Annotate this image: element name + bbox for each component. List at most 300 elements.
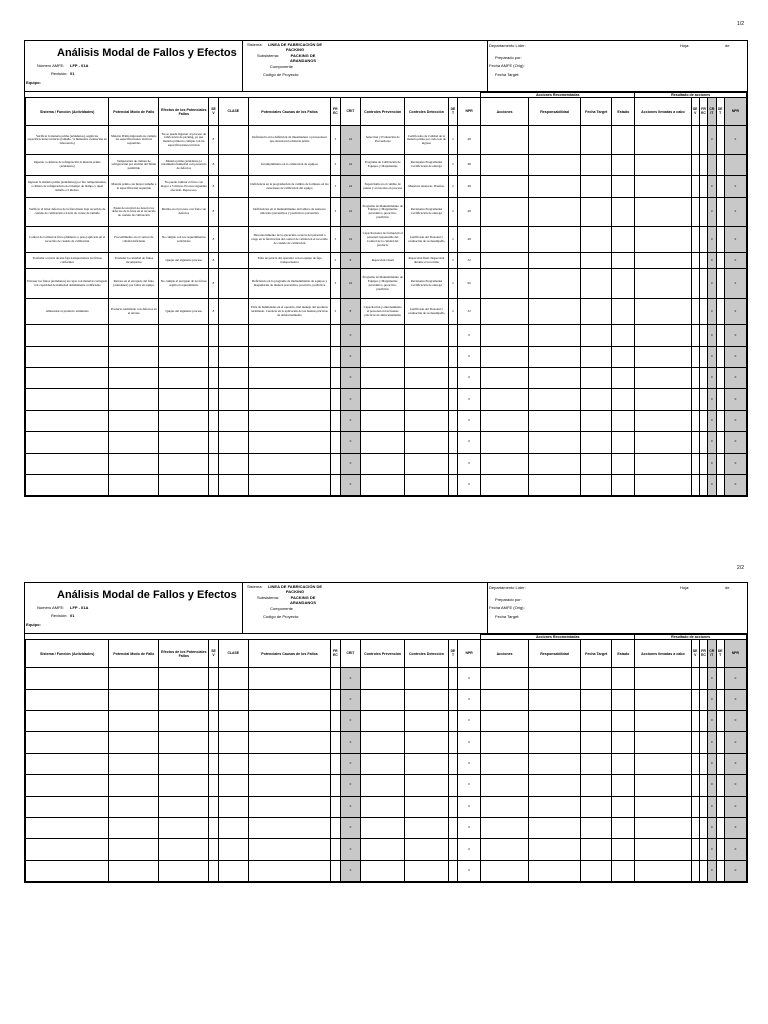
cell-empty — [481, 817, 529, 838]
cell-empty: 0 — [458, 453, 481, 474]
cell-empty — [109, 453, 159, 474]
cell-crit: 24 — [340, 269, 361, 299]
cell-empty — [248, 710, 330, 731]
cell-empty: 0 — [340, 796, 361, 817]
cell-empty — [612, 126, 635, 155]
cell-empty — [218, 227, 248, 253]
table-row-empty — [26, 410, 747, 431]
cell-empty — [635, 453, 691, 474]
cell-empty — [481, 410, 529, 431]
cell-empty — [529, 253, 581, 269]
hoja-label: Hoja: — [680, 43, 690, 48]
cell-empty — [635, 839, 691, 860]
equipo-label: Equipo: — [26, 622, 41, 627]
cell-empty — [612, 732, 635, 753]
cell-empty: 0 — [724, 325, 746, 346]
cell-empty — [691, 155, 699, 176]
cell-empty — [26, 367, 109, 388]
cell-empty — [26, 796, 109, 817]
cell-empty — [26, 453, 109, 474]
cell-empty — [716, 453, 724, 474]
cell-empty — [218, 817, 248, 838]
col-efectos: Efectos de los Potenciales Fallos — [159, 98, 209, 126]
col-clase: CLASE — [218, 640, 248, 668]
cell-empty — [612, 155, 635, 176]
cell-causas: Deficiencia en la programación de cambio de formatos en las estaciones de calibración del equipo — [248, 176, 330, 198]
cell-empty: 0 — [708, 860, 716, 881]
cell-empty — [331, 839, 340, 860]
cell-empty — [581, 367, 612, 388]
col-clase: CLASE — [218, 98, 248, 126]
cell-empty — [248, 325, 330, 346]
cell-empty — [581, 346, 612, 367]
cell-empty — [529, 689, 581, 710]
cell-empty: 0 — [724, 389, 746, 410]
numero-amfe-value: LFP - 01A — [70, 63, 89, 68]
cell-empty — [635, 227, 691, 253]
cell-empty — [331, 689, 340, 710]
col-det: DET — [448, 98, 457, 126]
cell-npr: 96 — [458, 269, 481, 299]
cell-empty — [159, 432, 209, 453]
cell-empty — [529, 710, 581, 731]
cell-empty — [699, 410, 707, 431]
revision-label: Revisión: — [51, 71, 68, 76]
cell-empty — [218, 732, 248, 753]
cell-empty — [691, 269, 699, 299]
cell-prev: Capacitación y entrenamiento al personal en las buenas prácticas de almacenamiento — [361, 299, 405, 325]
cell-empty: 0 — [708, 346, 716, 367]
cell-empty — [635, 155, 691, 176]
cell-empty — [361, 432, 405, 453]
cell-empty — [481, 689, 529, 710]
departamento-label: Departamento Líder: — [489, 585, 526, 590]
cell-det: 2 — [448, 227, 457, 253]
cell-empty — [361, 410, 405, 431]
cell-empty — [716, 710, 724, 731]
cell-empty — [691, 389, 699, 410]
cell-empty — [691, 410, 699, 431]
cell-empty — [109, 753, 159, 774]
cell-r-crit: 0 — [708, 299, 716, 325]
cell-empty — [529, 796, 581, 817]
cell-empty — [218, 668, 248, 689]
cell-causas: Falta de pericia del operador con el equipo de faja transportadora — [248, 253, 330, 269]
cell-empty — [448, 839, 457, 860]
cell-empty — [218, 410, 248, 431]
cell-empty — [218, 389, 248, 410]
cell-empty — [248, 453, 330, 474]
cell-empty — [612, 753, 635, 774]
cell-empty — [159, 453, 209, 474]
cell-empty — [481, 269, 529, 299]
cell-empty — [159, 710, 209, 731]
cell-empty: 0 — [708, 710, 716, 731]
cell-empty — [716, 753, 724, 774]
col-responsabilidad: Responsabilidad — [529, 98, 581, 126]
cell-empty: 0 — [458, 732, 481, 753]
subsistema-value: PACKING DE ARANDANOS — [290, 595, 316, 605]
col-r-sev: SEV — [691, 98, 699, 126]
sheet-header — [25, 583, 747, 634]
cell-empty — [581, 474, 612, 495]
cell-empty — [635, 775, 691, 796]
cell-empty — [481, 346, 529, 367]
cell-empty — [109, 432, 159, 453]
cell-empty: 0 — [340, 839, 361, 860]
table-row-empty — [26, 668, 747, 689]
fecha-target-label: Fecha Target: — [495, 614, 520, 619]
subsistema-label: Subsistema: — [257, 595, 280, 600]
cell-empty — [26, 860, 109, 881]
cell-empty — [635, 299, 691, 325]
cell-empty — [529, 839, 581, 860]
cell-empty — [248, 474, 330, 495]
table-row-empty — [26, 432, 747, 453]
cell-r-crit: 0 — [708, 198, 716, 227]
cell-funcion: Verificar la materia prima (arándanos), según las especificaciones técnicas (tamaño, % humedad, evaluación en laboratorio) — [26, 126, 109, 155]
cell-empty — [361, 668, 405, 689]
cell-empty — [218, 474, 248, 495]
cell-empty: 0 — [724, 732, 746, 753]
cell-empty — [331, 753, 340, 774]
hoja-label: Hoja: — [680, 585, 690, 590]
cell-empty — [529, 126, 581, 155]
cell-empty — [405, 668, 449, 689]
cell-empty — [109, 732, 159, 753]
table-row — [26, 198, 747, 227]
codigo-label: Codigo de Proyecto: — [263, 72, 300, 77]
cell-empty — [581, 299, 612, 325]
col-frec: FREC — [331, 98, 340, 126]
cell-empty — [481, 253, 529, 269]
col-npr: NPR — [458, 98, 481, 126]
cell-r-crit: 0 — [708, 126, 716, 155]
cell-empty — [691, 432, 699, 453]
cell-empty — [699, 839, 707, 860]
cell-empty — [635, 710, 691, 731]
cell-causas: Desconocimiento de la ejecución correcta del personal a cargo en la fabricación del control de calidad en el recorrido de cuando de calibración — [248, 227, 330, 253]
cell-efectos: Quejas del siguiente proceso — [159, 299, 209, 325]
cell-empty — [529, 346, 581, 367]
cell-empty — [481, 325, 529, 346]
table-row-empty — [26, 325, 747, 346]
cell-empty: 0 — [708, 817, 716, 838]
cell-empty — [448, 860, 457, 881]
fecha-amfe-label: Fecha AMFE (Orig): — [489, 63, 525, 68]
cell-empty — [331, 474, 340, 495]
cell-funcion: Control de Calidad al fruto (diámetro y peso) aplicado en el recorrido de cuando de calibración — [26, 227, 109, 253]
col-acciones: Acciones — [481, 640, 529, 668]
cell-empty — [159, 325, 209, 346]
cell-empty — [635, 253, 691, 269]
componente-label: Componente — [270, 64, 293, 69]
table-row-empty — [26, 732, 747, 753]
cell-r-npr: 0 — [724, 253, 746, 269]
cell-empty — [209, 860, 218, 881]
cell-empty — [331, 817, 340, 838]
cell-empty — [331, 432, 340, 453]
cell-crit: 24 — [340, 176, 361, 198]
cell-empty — [481, 432, 529, 453]
cell-empty — [716, 325, 724, 346]
cell-frec: 3 — [331, 126, 340, 155]
cell-empty — [248, 668, 330, 689]
cell-empty — [331, 668, 340, 689]
cell-empty — [581, 227, 612, 253]
col-acciones-llevadas: Acciones llevadas a cabo — [635, 98, 691, 126]
cell-npr: 32 — [458, 299, 481, 325]
cell-crit: 24 — [340, 126, 361, 155]
cell-crit: 24 — [340, 155, 361, 176]
cell-empty — [529, 176, 581, 198]
cell-empty — [699, 299, 707, 325]
cell-empty: 0 — [458, 410, 481, 431]
cell-crit: 8 — [340, 253, 361, 269]
cell-empty — [699, 346, 707, 367]
cell-empty — [448, 817, 457, 838]
cell-empty — [361, 817, 405, 838]
cell-empty — [209, 839, 218, 860]
cell-efectos: No cumple con los requerimientos solicitados — [159, 227, 209, 253]
cell-empty — [691, 126, 699, 155]
cell-empty — [331, 389, 340, 410]
cell-frec: 2 — [331, 253, 340, 269]
cell-empty: 0 — [724, 775, 746, 796]
cell-empty — [26, 775, 109, 796]
cell-empty — [716, 410, 724, 431]
sheet-title: Análisis Modal de Fallos y Efectos — [57, 589, 237, 601]
cell-modo: Pasan de un nivel no detecta los defectos de la fruta en el recorrido de cuando de calibración — [109, 198, 159, 227]
cell-causas: Deficiencia en la programa de mantenimiento de equipos y maquinarias de manera preventiva, proactiva, predictiva — [248, 269, 330, 299]
cell-empty: 0 — [458, 346, 481, 367]
cell-frec: 3 — [331, 227, 340, 253]
cell-npr: 32 — [458, 253, 481, 269]
cell-empty — [26, 732, 109, 753]
cell-empty — [218, 753, 248, 774]
cell-empty: 0 — [340, 474, 361, 495]
cell-empty — [331, 732, 340, 753]
cell-empty — [716, 796, 724, 817]
cell-empty: 0 — [708, 775, 716, 796]
cell-empty — [612, 860, 635, 881]
cell-empty — [109, 325, 159, 346]
cell-empty — [699, 796, 707, 817]
page-number: 2/2 — [737, 565, 744, 571]
cell-empty — [612, 668, 635, 689]
subsistema-label: Subsistema: — [257, 53, 280, 58]
cell-empty — [448, 710, 457, 731]
cell-efectos: Merma en el proceso con fruta con defectos — [159, 198, 209, 227]
cell-empty — [361, 325, 405, 346]
col-sev: SEV — [209, 640, 218, 668]
cell-r-crit: 0 — [708, 227, 716, 253]
cell-empty — [581, 710, 612, 731]
cell-empty — [26, 474, 109, 495]
table-row-empty — [26, 775, 747, 796]
cell-det: 2 — [448, 269, 457, 299]
cell-empty — [405, 775, 449, 796]
cell-empty: 0 — [724, 453, 746, 474]
cell-empty — [699, 474, 707, 495]
cell-empty — [699, 325, 707, 346]
cell-empty: 0 — [458, 389, 481, 410]
cell-empty — [26, 689, 109, 710]
cell-empty — [581, 325, 612, 346]
cell-empty — [218, 796, 248, 817]
cell-empty — [209, 410, 218, 431]
col-sistema-funcion: Sistema / Función (Actividades) — [26, 640, 109, 668]
cell-empty — [248, 389, 330, 410]
cell-empty — [405, 710, 449, 731]
cell-empty — [448, 367, 457, 388]
cell-r-crit: 0 — [708, 253, 716, 269]
header-divider — [242, 583, 243, 633]
cell-empty: 0 — [340, 432, 361, 453]
cell-empty — [209, 753, 218, 774]
cell-causas: Incumplimiento en la calibración de equipos — [248, 155, 330, 176]
cell-funcion: Almacenar el producto terminado — [26, 299, 109, 325]
cell-empty — [109, 367, 159, 388]
cell-efectos: No puede calibrar el fruto con mayor a 5 micras. Proceso siguiente afectado. Reproceso. — [159, 176, 209, 198]
cell-empty — [529, 817, 581, 838]
cell-empty — [581, 176, 612, 198]
cell-empty — [635, 474, 691, 495]
cell-empty — [481, 668, 529, 689]
cell-empty: 0 — [724, 432, 746, 453]
cell-empty: 0 — [708, 839, 716, 860]
cell-empty — [448, 453, 457, 474]
cell-npr: 48 — [458, 227, 481, 253]
cell-empty — [109, 839, 159, 860]
numero-amfe-label: Número AMFE: — [37, 63, 65, 68]
cell-empty — [635, 346, 691, 367]
cell-empty — [716, 346, 724, 367]
cell-empty — [699, 432, 707, 453]
cell-empty — [26, 325, 109, 346]
cell-empty — [635, 126, 691, 155]
cell-empty — [361, 775, 405, 796]
cell-empty — [405, 432, 449, 453]
cell-empty — [716, 198, 724, 227]
cell-empty — [581, 253, 612, 269]
cell-empty — [448, 796, 457, 817]
cell-empty — [612, 689, 635, 710]
cell-empty — [716, 227, 724, 253]
cell-empty: 0 — [458, 860, 481, 881]
cell-sev: 8 — [209, 299, 218, 325]
table-row-empty — [26, 689, 747, 710]
cell-empty — [109, 410, 159, 431]
cell-empty — [109, 346, 159, 367]
cell-empty — [481, 860, 529, 881]
cell-empty — [331, 860, 340, 881]
cell-det-ctrl: Revisiones Programadas Certificación de entrega — [405, 155, 449, 176]
cell-empty — [612, 710, 635, 731]
cell-empty — [481, 198, 529, 227]
cell-empty: 0 — [458, 474, 481, 495]
cell-det-ctrl: Certificado del Personal y evaluación de su desempeño — [405, 227, 449, 253]
codigo-label: Codigo de Proyecto: — [263, 614, 300, 619]
cell-empty — [635, 269, 691, 299]
cell-r-npr: 0 — [724, 227, 746, 253]
cell-empty — [581, 839, 612, 860]
cell-empty — [699, 710, 707, 731]
cell-empty — [209, 710, 218, 731]
cell-sev: 8 — [209, 126, 218, 155]
cell-empty — [612, 389, 635, 410]
cell-empty: 0 — [724, 367, 746, 388]
cell-empty — [248, 796, 330, 817]
revision-value: 01 — [70, 613, 75, 618]
cell-empty — [635, 668, 691, 689]
cell-empty: 0 — [724, 817, 746, 838]
cell-empty: 0 — [340, 732, 361, 753]
cell-det: 2 — [448, 253, 457, 269]
cell-r-crit: 0 — [708, 269, 716, 299]
cell-empty — [716, 839, 724, 860]
header-divider — [242, 41, 243, 91]
cell-empty — [218, 367, 248, 388]
cell-efectos: No cumple el encajado de los frutos según el requerimiento — [159, 269, 209, 299]
cell-empty — [581, 817, 612, 838]
cell-r-npr: 0 — [724, 126, 746, 155]
cell-empty — [529, 732, 581, 753]
col-r-crit: CRIT — [708, 98, 716, 126]
col-acciones: Acciones — [481, 98, 529, 126]
cell-empty: 0 — [340, 689, 361, 710]
cell-empty — [159, 796, 209, 817]
cell-empty — [361, 753, 405, 774]
cell-empty — [481, 176, 529, 198]
cell-empty — [612, 269, 635, 299]
cell-empty — [405, 367, 449, 388]
cell-empty — [248, 689, 330, 710]
cell-prev: Programa de Calibración de Equipos y Maquinarias — [361, 155, 405, 176]
cell-empty — [691, 689, 699, 710]
cell-empty — [26, 839, 109, 860]
sistema-value: LINEA DE FABRICACIÓN DE PACKING — [267, 584, 323, 594]
cell-empty — [209, 689, 218, 710]
cell-prev: Programa de Mantenimiento de Equipos y Maquinarias preventivo, proactivo, predictivo — [361, 269, 405, 299]
cell-empty — [481, 227, 529, 253]
cell-empty: 0 — [340, 346, 361, 367]
table-row-empty — [26, 389, 747, 410]
acciones-recomendadas-header: Acciones Recomendadas — [481, 93, 635, 98]
cell-empty — [635, 860, 691, 881]
cell-empty — [109, 775, 159, 796]
col-estado: Estado — [612, 640, 635, 668]
col-r-frec: FREC — [699, 98, 707, 126]
cell-empty — [691, 732, 699, 753]
sistema-value: LINEA DE FABRICACIÓN DE PACKING — [267, 42, 323, 52]
cell-modo: Trasladar la cantidad de frutos incompletos — [109, 253, 159, 269]
cell-empty — [635, 367, 691, 388]
cell-frec: 3 — [331, 269, 340, 299]
col-r-npr: NPR — [724, 640, 746, 668]
cell-empty — [109, 389, 159, 410]
cell-empty: 0 — [708, 325, 716, 346]
cell-empty — [699, 227, 707, 253]
cell-empty — [529, 775, 581, 796]
cell-empty — [699, 269, 707, 299]
cell-empty — [581, 198, 612, 227]
de-label: de — [725, 585, 730, 590]
cell-prev: Capacitaciones de formación al personal responsable del Control de la calidad del producto — [361, 227, 405, 253]
cell-empty — [716, 775, 724, 796]
cell-empty — [405, 453, 449, 474]
cell-empty — [361, 689, 405, 710]
